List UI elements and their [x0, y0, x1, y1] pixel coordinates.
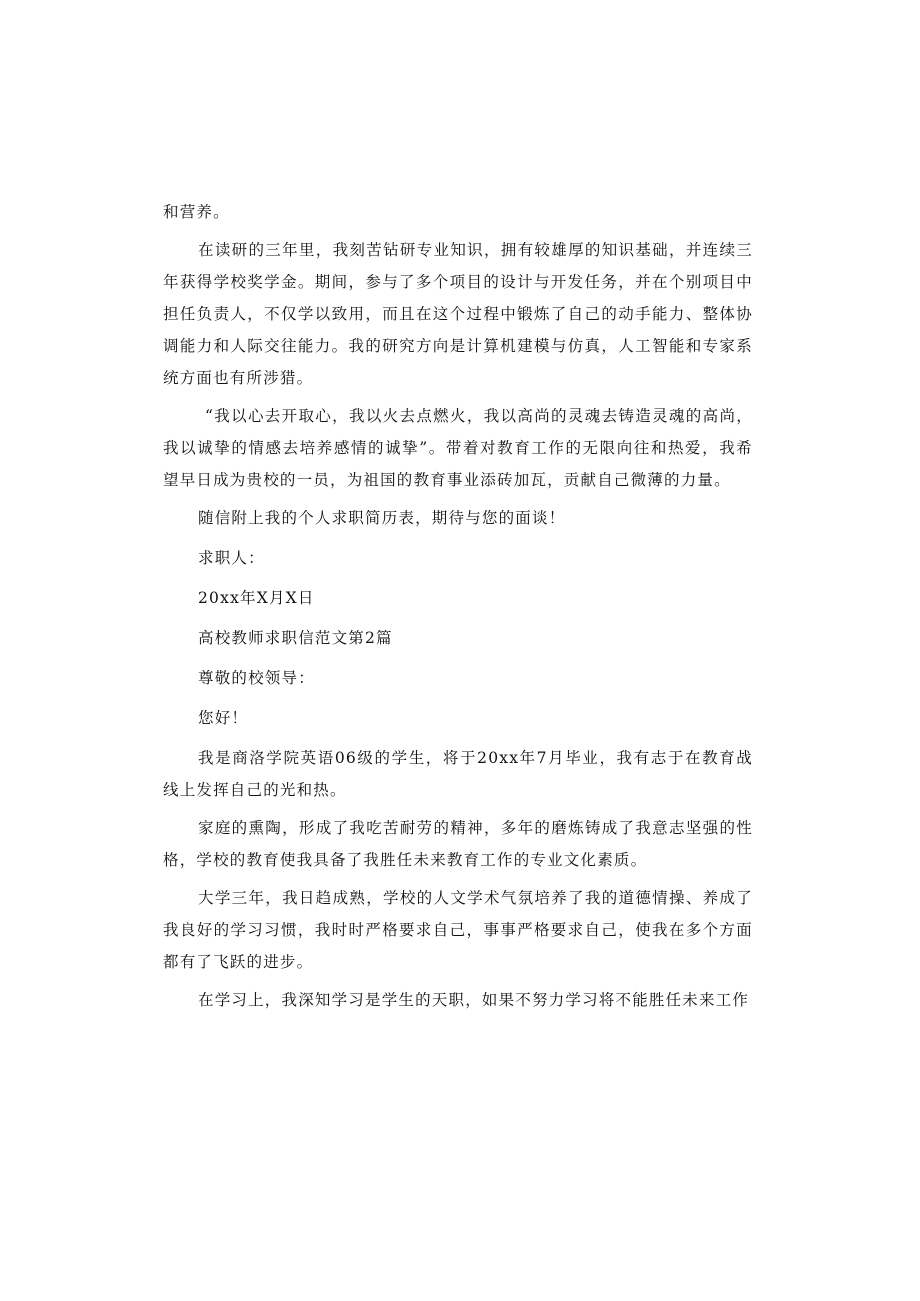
- paragraph-quote: “我以心去开取心，我以火去点燃火，我以高尚的灵魂去铸造灵魂的高尚，我以诚挚的情感去培养感情的诚挚”。带着对教育工作的无限向往和热爱，我希望早日成为贵校的一员，为祖国的教育事业添砖加瓦，贡献自己微薄的力量。: [163, 407, 753, 489]
- paragraph-intro: 我是商洛学院英语06级的学生，将于20xx年7月毕业，我有志于在教育战线上发挥自己的光和热。: [163, 749, 753, 799]
- paragraph-attachment: 随信附上我的个人求职简历表，期待与您的面谈！: [198, 509, 566, 527]
- paragraph-family: 家庭的熏陶，形成了我吃苦耐劳的精神，多年的磨炼铸成了我意志坚强的性格，学校的教育使我具备了我胜任未来教育工作的专业文化素质。: [163, 819, 753, 869]
- paragraph-study: 在学习上，我深知学习是学生的天职，如果不努力学习将不能胜任未来工作: [198, 991, 750, 1009]
- greeting: 您好！: [198, 709, 249, 727]
- section-title: 高校教师求职信范文第2篇: [198, 629, 393, 647]
- salutation: 尊敬的校领导：: [198, 669, 315, 687]
- document-body: [163, 196, 753, 1022]
- paragraph-continuation: 和营养。: [163, 203, 230, 221]
- paragraph-research: 在读研的三年里，我刻苦钻研专业知识，拥有较雄厚的知识基础，并连续三年获得学校奖学金。期间，参与了多个项目的设计与开发任务，并在个别项目中担任负责人，不仅学以致用，而且在这个过程中锻炼了自己的动手能力、整体协调能力和人际交往能力。我的研究方向是计算机建模与仿真，人工智能和专家系统方面也有所涉猎。: [163, 241, 753, 387]
- applicant-label: 求职人：: [198, 549, 265, 567]
- paragraph-college: 大学三年，我日趋成熟，学校的人文学术气氛培养了我的道德情操、养成了我良好的学习习惯，我时时严格要求自己，事事严格要求自己，使我在多个方面都有了飞跃的进步。: [163, 889, 753, 971]
- letter-date: 20xx年X月X日: [198, 589, 315, 607]
